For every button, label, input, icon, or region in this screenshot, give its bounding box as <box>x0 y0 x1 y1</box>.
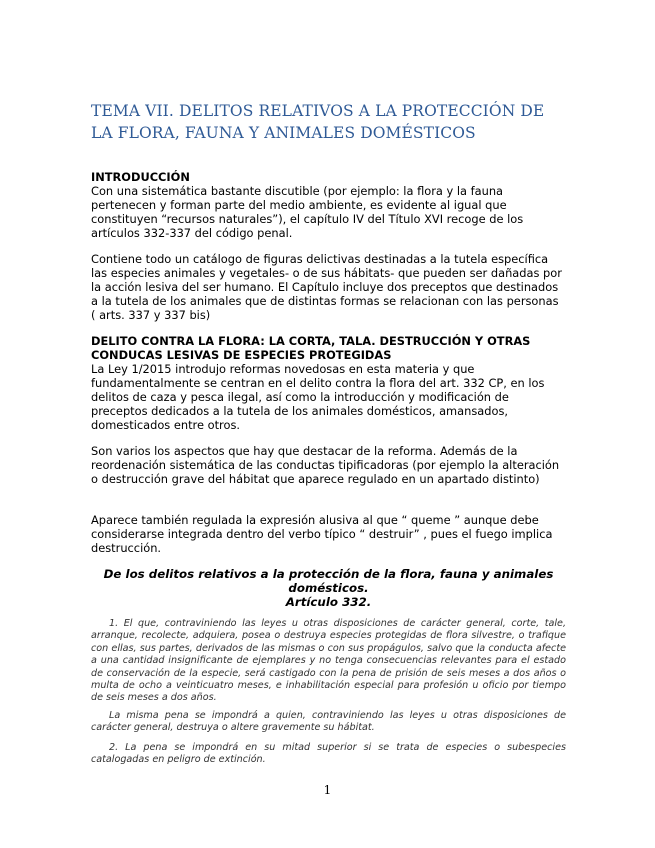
article-heading-block <box>91 567 566 609</box>
article-paragraph-2-block <box>91 710 566 735</box>
flora-section <box>91 334 566 432</box>
article-number: Artículo 332. <box>285 595 372 609</box>
article-paragraph-2: La misma pena se impondrá a quien, contraviniendo las leyes u otras disposiciones de carácter general, destruya o altere gravemente su hábitat. <box>91 710 566 734</box>
introduction-paragraph-2: Contiene todo un catálogo de figuras delictivas destinadas a la tutela específica las especies animales y vegetales- o de sus hábitats- que pueden ser dañadas por la acción lesiva del ser humano. El Capítulo incluye dos preceptos que destinados a la tutela de los animales que de distintas formas se relacionan con las personas ( arts. 337 y 337 bis) <box>91 252 562 322</box>
article-paragraph-1: 1. El que, contraviniendo las leyes u otras disposiciones de carácter general, corte, tale, arranque, recolecte, adquiera, posea o destruya especies protegidas de flora silvestre, o trafique con ellas, sus partes, derivados de las mismas o con sus propágulos, salvo que la conducta afecte a una cantidad insignificante de ejemplares y no tenga consecuencias relevantes para el estado de conservación de la especie, será castigado con la pena de prisión de seis meses a dos años o multa de ocho a veinticuatro meses, e inhabilitación especial para profesión u oficio por tiempo de seis meses a dos años. <box>91 618 566 704</box>
article-paragraph-1-block <box>91 618 566 705</box>
article-paragraph-3: 2. La pena se impondrá en su mitad superior si se trata de especies o subespecies catalogadas en peligro de extinción. <box>91 742 566 766</box>
article-paragraph-3-block <box>91 742 566 767</box>
page-title: TEMA VII. DELITOS RELATIVOS A LA PROTECCIÓN DE LA FLORA, FAUNA Y ANIMALES DOMÉSTICOS <box>91 102 545 142</box>
flora-section-heading: DELITO CONTRA LA FLORA: LA CORTA, TALA. DESTRUCCIÓN Y OTRAS CONDUCAS LESIVAS DE ESPECIES PROTEGIDAS <box>91 334 531 362</box>
flora-paragraph-1: La Ley 1/2015 introdujo reformas novedosas en esta materia y que fundamentalmente se centran en el delito contra la flora del art. 332 CP, en los delitos de caza y pesca ilegal, así como la introducción y modificación de preceptos dedicados a la tutela de los animales domésticos, amansados, domesticados entre otros. <box>91 362 545 432</box>
article-heading: De los delitos relativos a la protección de la flora, fauna y animales domésticos. <box>103 567 554 595</box>
flora-paragraph-3: Aparece también regulada la expresión alusiva al que “ queme ” aunque debe considerarse integrada dentro del verbo típico “ destruir” , pues el fuego implica destrucción. <box>91 513 553 555</box>
flora-paragraph-3-block <box>91 513 566 555</box>
introduction-paragraph-1: Con una sistemática bastante discutible (por ejemplo: la flora y la fauna pertenecen y forman parte del medio ambiente, es evidente al igual que constituyen “recursos naturales”), el capítulo IV del Título XVI recoge de los artículos 332-337 del código penal. <box>91 184 524 240</box>
flora-paragraph-2-block <box>91 444 566 486</box>
introduction-section <box>91 170 566 240</box>
introduction-heading: INTRODUCCIÓN <box>91 170 190 184</box>
introduction-paragraph-2-block <box>91 252 566 322</box>
page-number: 1 <box>323 783 332 797</box>
flora-paragraph-2: Son varios los aspectos que hay que destacar de la reforma. Además de la reordenación sistemática de las conductas tipificadoras (por ejemplo la alteración o destrucción grave del hábitat que aparece regulado en un apartado distinto) <box>91 444 560 486</box>
